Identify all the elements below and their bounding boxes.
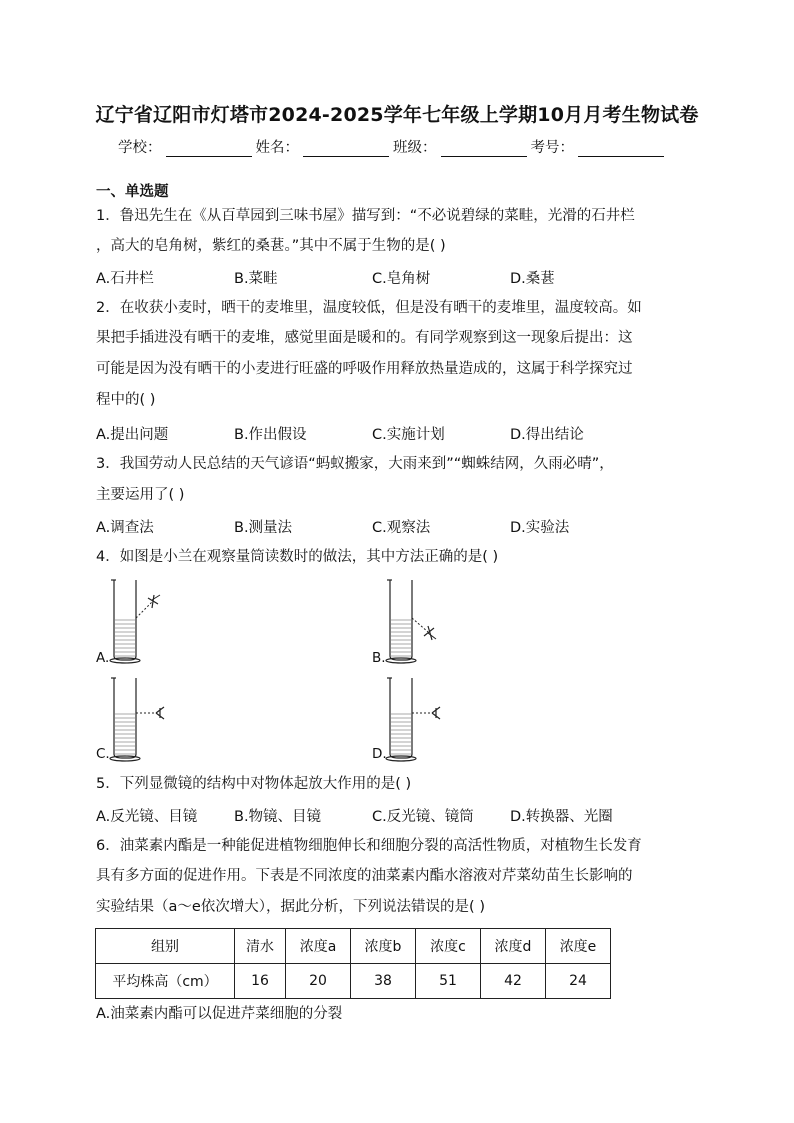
q6-line2: 具有多方面的促进作用。下表是不同浓度的油菜素内酯水溶液对芹菜幼苗生长影响的 — [96, 868, 633, 884]
table-cell: 16 — [235, 964, 286, 999]
exam-title: 辽宁省辽阳市灯塔市2024-2025学年七年级上学期10月月考生物试卷 — [95, 104, 699, 126]
q2-option-d[interactable]: D.得出结论 — [510, 427, 584, 443]
q6-line1: 6．油菜素内酯是一种能促进植物细胞伸长和细胞分裂的高活性物质，对植物生长发育 — [96, 838, 642, 854]
q4-option-a[interactable]: A. — [96, 650, 110, 666]
table-cell: 51 — [416, 964, 481, 999]
q5-option-a[interactable]: A.反光镜、目镜 — [96, 809, 198, 825]
table-header-cell: 浓度c — [416, 929, 481, 964]
name-blank[interactable] — [303, 142, 389, 157]
q6-option-a[interactable]: A.油菜素内酯可以促进芹菜细胞的分裂 — [96, 1006, 343, 1022]
q3-line2: 主要运用了( ) — [96, 487, 185, 503]
q5-option-d[interactable]: D.转换器、光圈 — [510, 809, 613, 825]
school-label: 学校： — [118, 140, 162, 156]
q3-line1: 3．我国劳动人民总结的天气谚语“蚂蚁搬家，大雨来到”“蜘蛛结网，久雨必晴”， — [96, 456, 614, 472]
q3-option-d[interactable]: D.实验法 — [510, 520, 570, 536]
table-header-row — [96, 929, 611, 964]
table-cell: 平均株高（cm） — [96, 964, 235, 999]
q1-option-a[interactable]: A.石井栏 — [96, 271, 154, 287]
q2-option-a[interactable]: A.提出问题 — [96, 427, 169, 443]
table-header-cell: 浓度e — [546, 929, 611, 964]
q4-line1: 4．如图是小兰在观察量筒读数时的做法，其中方法正确的是( ) — [96, 549, 499, 565]
q2-line3: 可能是因为没有晒干的小麦进行旺盛的呼吸作用释放热量造成的，这属于科学探究过 — [96, 361, 633, 377]
table-header-cell: 浓度d — [481, 929, 546, 964]
q3-option-a[interactable]: A.调查法 — [96, 520, 154, 536]
number-blank[interactable] — [578, 142, 664, 157]
q2-option-c[interactable]: C.实施计划 — [372, 427, 445, 443]
number-label: 考号： — [530, 140, 574, 156]
table-header-cell: 浓度a — [286, 929, 351, 964]
q4-option-c[interactable]: C. — [96, 746, 110, 762]
table-header-cell: 组别 — [96, 929, 235, 964]
cylinder-figure-a — [108, 578, 178, 664]
cylinder-figure-d — [384, 676, 454, 762]
results-table — [95, 928, 611, 999]
q4-option-b[interactable]: B. — [372, 650, 386, 666]
q3-option-c[interactable]: C.观察法 — [372, 520, 431, 536]
student-info-row — [118, 136, 668, 157]
q4-option-d[interactable]: D. — [372, 746, 387, 762]
class-blank[interactable] — [441, 142, 527, 157]
table-header-cell: 浓度b — [351, 929, 416, 964]
q2-line2: 果把手插进没有晒干的麦堆，感觉里面是暖和的。有同学观察到这一现象后提出：这 — [96, 330, 633, 346]
name-label: 姓名： — [255, 140, 299, 156]
q1-line1: 1．鲁迅先生在《从百草园到三味书屋》描写到：“不必说碧绿的菜畦，光滑的石井栏 — [96, 208, 635, 224]
q2-option-b[interactable]: B.作出假设 — [234, 427, 307, 443]
q2-line4: 程中的( ) — [96, 392, 156, 408]
q1-line2: ，高大的皂角树，紫红的桑葚。”其中不属于生物的是( ) — [96, 238, 446, 254]
q1-option-d[interactable]: D.桑葚 — [510, 271, 555, 287]
section-heading: 一、单选题 — [96, 184, 169, 200]
table-cell: 20 — [286, 964, 351, 999]
table-header-cell: 清水 — [235, 929, 286, 964]
table-cell: 42 — [481, 964, 546, 999]
q3-option-b[interactable]: B.测量法 — [234, 520, 293, 536]
school-blank[interactable] — [166, 142, 252, 157]
table-cell: 38 — [351, 964, 416, 999]
table-row — [96, 964, 611, 999]
cylinder-figure-b — [384, 578, 454, 664]
table-cell: 24 — [546, 964, 611, 999]
q6-line3: 实验结果（a～e依次增大），据此分析，下列说法错误的是( ) — [96, 899, 485, 915]
q5-line1: 5．下列显微镜的结构中对物体起放大作用的是( ) — [96, 776, 412, 792]
cylinder-figure-c — [108, 676, 178, 762]
q2-line1: 2．在收获小麦时，晒干的麦堆里，温度较低，但是没有晒干的麦堆里，温度较高。如 — [96, 300, 642, 316]
class-label: 班级： — [393, 140, 437, 156]
q1-option-c[interactable]: C.皂角树 — [372, 271, 431, 287]
q5-option-b[interactable]: B.物镜、目镜 — [234, 809, 322, 825]
q5-option-c[interactable]: C.反光镜、镜筒 — [372, 809, 474, 825]
q1-option-b[interactable]: B.菜畦 — [234, 271, 278, 287]
